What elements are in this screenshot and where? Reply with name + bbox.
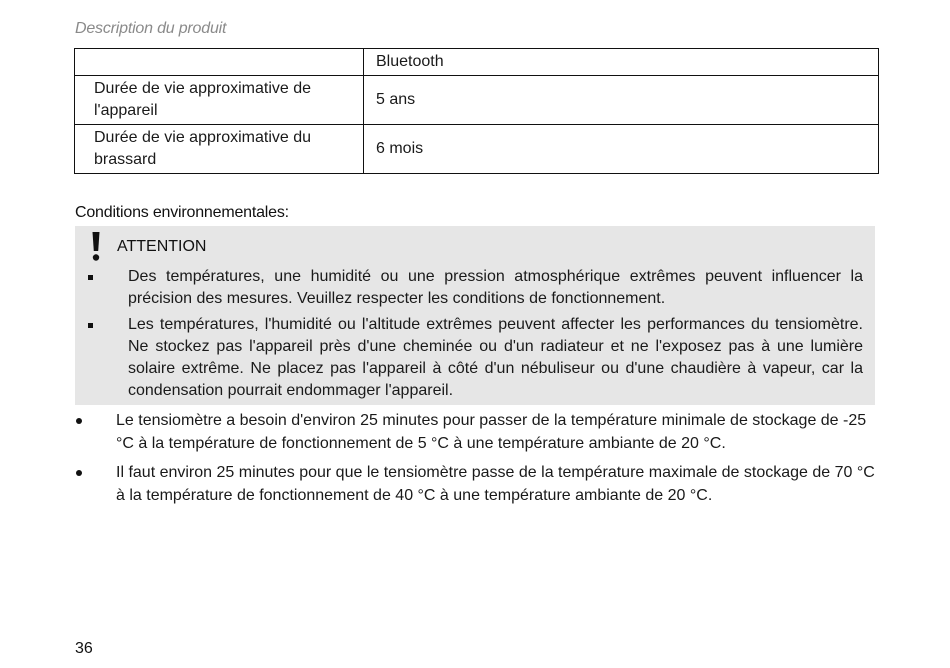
exclamation-icon <box>91 232 101 262</box>
attention-item-text: Des températures, une humidité ou une pression atmosphérique extrêmes peuvent influencer la précision des mesures. Veuillez respecter les conditions de fonctionnement. <box>128 268 863 307</box>
table-row <box>75 49 879 76</box>
spec-label: Durée de vie approximative du brassard <box>75 125 364 174</box>
list-item <box>75 461 877 507</box>
note-text: Le tensiomètre a besoin d'environ 25 minutes pour passer de la température minimale de stockage de -25 °C à la température de fonctionnement de 5 °C à une température ambiante de 20 °C. <box>116 412 867 452</box>
spec-value: 5 ans <box>364 76 879 125</box>
list-item <box>75 314 875 402</box>
page-number: 36 <box>75 640 93 657</box>
section-title: Conditions environnementales: <box>75 204 289 221</box>
list-item <box>75 266 875 310</box>
attention-box <box>75 226 875 405</box>
square-bullet-icon <box>88 275 93 280</box>
attention-title: ATTENTION <box>117 238 207 255</box>
notes-list <box>75 409 877 513</box>
spec-value: Bluetooth <box>364 49 879 76</box>
bullet-icon <box>76 418 82 424</box>
table-row <box>75 76 879 125</box>
spec-table <box>74 48 879 174</box>
page-header: Description du produit <box>75 20 227 37</box>
square-bullet-icon <box>88 323 93 328</box>
list-item <box>75 409 877 455</box>
table-row <box>75 125 879 174</box>
attention-list <box>75 266 875 406</box>
bullet-icon <box>76 470 82 476</box>
spec-value: 6 mois <box>364 125 879 174</box>
attention-item-text: Les températures, l'humidité ou l'altitude extrêmes peuvent affecter les performances du tensiomètre. Ne stockez pas l'appareil près d'une cheminée ou d'un radiateur et ne l'exposez pas à une lumière solaire extrême. Ne placez pas l'appareil à côté d'un nébuliseur ou d'une chaudière à vapeur, car la condensation pourrait endommager l'appareil. <box>128 316 863 399</box>
note-text: Il faut environ 25 minutes pour que le tensiomètre passe de la température maximale de stockage de 70 °C à la température de fonctionnement de 40 °C à une température ambiante de 20 °C. <box>116 464 875 504</box>
spec-label: Durée de vie approximative de l'appareil <box>75 76 364 125</box>
spec-label <box>75 49 364 76</box>
